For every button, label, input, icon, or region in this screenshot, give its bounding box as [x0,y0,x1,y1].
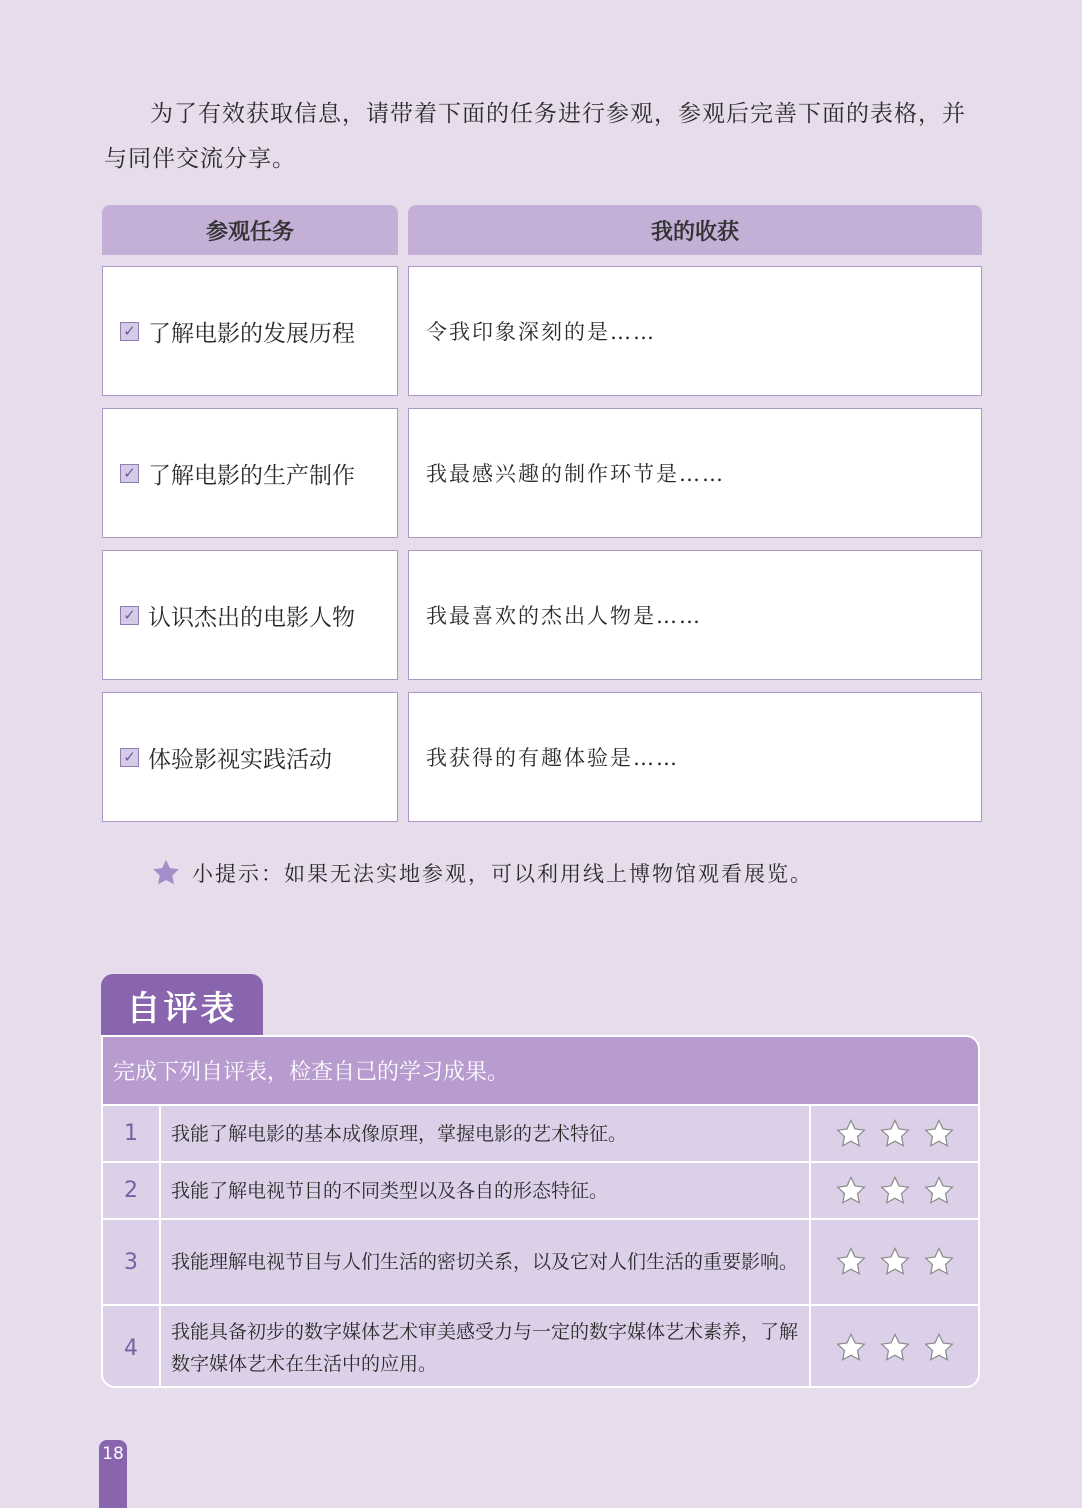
row-text: 我能理解电视节目与人们生活的密切关系，以及它对人们生活的重要影响。 [161,1220,811,1304]
row-text: 我能了解电影的基本成像原理，掌握电影的艺术特征。 [161,1106,811,1161]
table-row [103,1218,978,1304]
self-eval-instruction: 完成下列自评表，检查自己的学习成果。 [103,1037,978,1104]
page-number: 18 [99,1440,127,1508]
gain-cell[interactable]: 我最喜欢的杰出人物是…… [408,550,982,680]
star-rating[interactable] [811,1220,978,1304]
star-outline-icon[interactable] [922,1118,956,1150]
row-number: 1 [103,1106,161,1161]
task-cell [102,408,398,538]
tip-note [150,858,813,888]
star-rating[interactable] [811,1106,978,1161]
star-outline-icon[interactable] [834,1118,868,1150]
task-label: 了解电影的发展历程 [148,320,355,347]
star-icon [150,858,182,888]
gain-cell[interactable]: 我最感兴趣的制作环节是…… [408,408,982,538]
star-outline-icon[interactable] [878,1246,912,1278]
tip-text: 小提示：如果无法实地参观，可以利用线上博物馆观看展览。 [192,862,813,886]
star-outline-icon[interactable] [878,1175,912,1207]
star-outline-icon[interactable] [922,1332,956,1364]
intro-line-2: 与同伴交流分享。 [104,146,296,172]
intro-paragraph [104,92,984,182]
row-number: 3 [103,1220,161,1304]
task-label: 了解电影的生产制作 [148,462,355,489]
table-row [103,1104,978,1161]
task-cell [102,692,398,822]
star-outline-icon[interactable] [878,1332,912,1364]
star-outline-icon[interactable] [922,1175,956,1207]
row-number: 2 [103,1163,161,1218]
star-outline-icon[interactable] [834,1246,868,1278]
star-outline-icon[interactable] [834,1175,868,1207]
gain-cell[interactable]: 令我印象深刻的是…… [408,266,982,396]
self-eval-title: 自评表 [101,974,263,1036]
self-eval-table [101,1035,980,1388]
row-number: 4 [103,1306,161,1388]
checkmark-icon: ✓ [120,464,139,483]
task-label: 体验影视实践活动 [148,746,332,773]
task-label: 认识杰出的电影人物 [148,604,355,631]
gain-cell[interactable]: 我获得的有趣体验是…… [408,692,982,822]
star-outline-icon[interactable] [878,1118,912,1150]
table-row [103,1161,978,1218]
task-cell [102,266,398,396]
star-outline-icon[interactable] [922,1246,956,1278]
task-cell [102,550,398,680]
header-visit-task: 参观任务 [102,205,398,255]
table-row [103,1304,978,1388]
star-outline-icon[interactable] [834,1332,868,1364]
row-text: 我能具备初步的数字媒体艺术审美感受力与一定的数字媒体艺术素养，了解数字媒体艺术在生活中的应用。 [161,1306,811,1388]
star-rating[interactable] [811,1163,978,1218]
row-text: 我能了解电视节目的不同类型以及各自的形态特征。 [161,1163,811,1218]
checkmark-icon: ✓ [120,748,139,767]
star-rating[interactable] [811,1306,978,1388]
checkmark-icon: ✓ [120,606,139,625]
header-my-gain: 我的收获 [408,205,982,255]
checkmark-icon: ✓ [120,322,139,341]
intro-line-1: 为了有效获取信息，请带着下面的任务进行参观，参观后完善下面的表格，并 [150,101,966,127]
